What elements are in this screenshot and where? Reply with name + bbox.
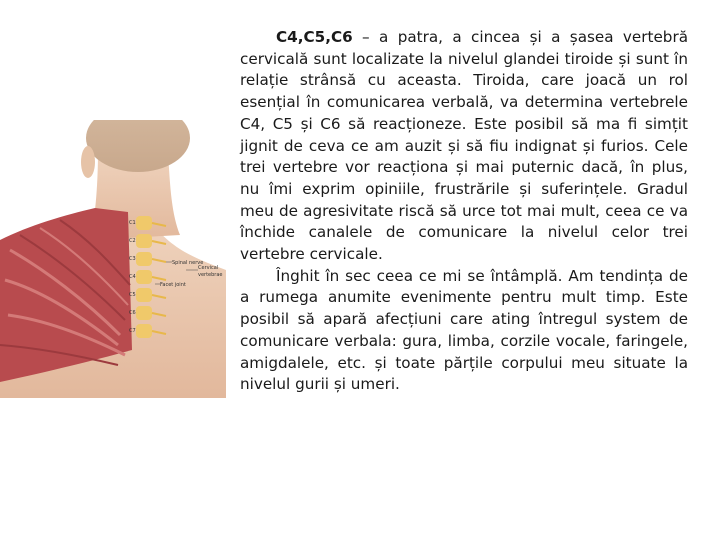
paragraph-1 xyxy=(240,27,688,266)
paragraph-1-body: – a patra, a cincea și a șasea vertebră cervicală sunt localizate la nivelul glandei tiroide și sunt în relație strânsă cu aceasta. Tiroida, care joacă un rol esențial în comunicarea verbală, va determina vertebrele C4, C5 și C6 să reacționeze. Este posibil să ma fi simțit jignit de ceva ce am auzit și să fiu indignat și furios. Cele trei vertebre vor reacționa și mai puternic dacă, în plus, nu îmi exprim opiniile, frustrările și suferințele. Gradul meu de agresivitate riscă să urce tot mai mult, ceea ce va închide canalele de comunicare la nivelul celor trei vertebre cervicale. xyxy=(240,28,688,264)
label-c1: C1 xyxy=(129,220,136,226)
ear-left xyxy=(81,146,95,178)
neck-anatomy-illustration xyxy=(0,120,226,398)
label-c4: C4 xyxy=(129,274,136,280)
label-spinal-nerve: Spinal nerve xyxy=(172,260,204,266)
label-c7: C7 xyxy=(129,328,136,334)
label-c5: C5 xyxy=(129,292,136,298)
vertebrae-heading: C4,C5,C6 xyxy=(276,28,353,46)
label-c3: C3 xyxy=(129,256,136,262)
label-cervical: Cervical xyxy=(198,265,219,271)
paragraph-2: Înghit în sec ceea ce mi se întâmplă. Am tendința de a rumega anumite evenimente pentru mult timp. Este posibil să apară afecțiuni care ating întregul system de comunicare verbala: gura, limba, corzile vocale, faringele, amigdalele, etc. și toate părțile corpului meu situate la nivelul gurii și umeri. xyxy=(240,266,688,394)
label-c6: C6 xyxy=(129,310,136,316)
label-c2: C2 xyxy=(129,238,136,244)
label-vertebrae: vertebrae xyxy=(198,272,223,278)
article-text xyxy=(240,27,688,396)
label-facet-joint: Facet joint xyxy=(160,282,186,288)
